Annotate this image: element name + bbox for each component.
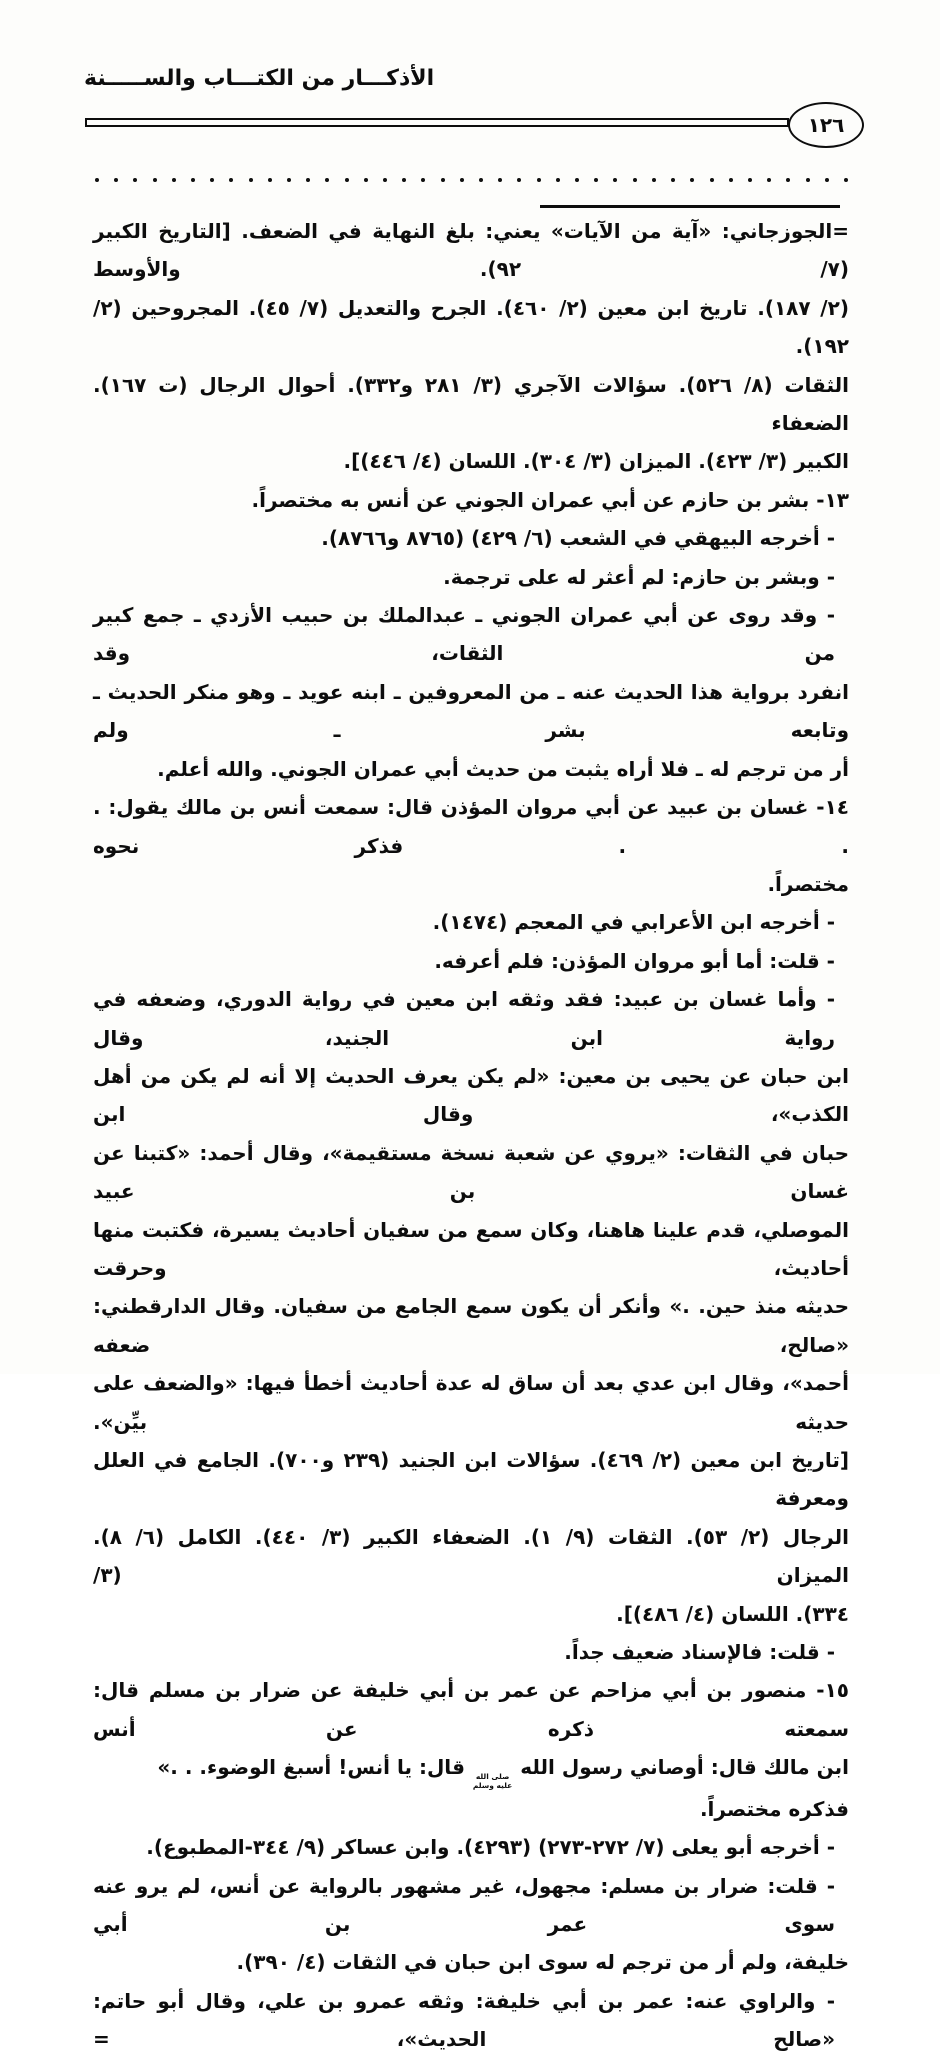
ellipsis-dot xyxy=(671,178,675,182)
ellipsis-dot xyxy=(729,178,733,182)
footnote-line: الموصلي، قدم علينا هاهنا، وكان سمع من سفيان أحاديث يسيرة، فكتبت منها أحاديث، وحرقت xyxy=(93,1217,849,1280)
ellipsis-dot xyxy=(690,178,694,182)
footnote-line: ٣٣٤). اللسان (٤/ ٤٨٦)]. xyxy=(616,1601,849,1626)
ellipsis-dot xyxy=(306,178,310,182)
ellipsis-dot xyxy=(421,178,425,182)
footnote-line: - أخرجه ابن الأعرابي في المعجم (١٤٧٤). xyxy=(432,910,835,935)
ellipsis-dot xyxy=(556,178,560,182)
ellipsis-dot xyxy=(652,178,656,182)
footnote-line: - أخرجه أبو يعلى (٧/ ٢٧٢-٢٧٣) (٤٢٩٣). وابن عساكر (٩/ ٣٤٤-المطبوع). xyxy=(146,1835,835,1860)
omitted-text-ellipsis xyxy=(95,174,848,186)
ellipsis-dot xyxy=(114,178,118,182)
footnote-line: أر من ترجم له ـ فلا أراه يثبت من حديث أبي عمران الجوني. والله أعلم. xyxy=(157,756,849,781)
ellipsis-dot xyxy=(479,178,483,182)
ellipsis-dot xyxy=(460,178,464,182)
ellipsis-dot xyxy=(287,178,291,182)
footnote-line: الكبير (٣/ ٤٢٣). الميزان (٣/ ٣٠٤). اللسان (٤/ ٤٤٦)]. xyxy=(343,449,849,474)
footnote-line: حديثه منذ حين. .» وأنكر أن يكون سمع الجامع من سفيان. وقال الدارقطني: «صالح، ضعفه xyxy=(93,1294,849,1357)
footnote-line: الرجال (٢/ ٥٣). الثقات (٩/ ١). الضعفاء الكبير (٣/ ٤٤٠). الكامل (٦/ ٨). الميزان (٣/ xyxy=(93,1524,849,1588)
footnote-line: مختصراً. xyxy=(767,871,849,896)
ellipsis-dot xyxy=(748,178,752,182)
ellipsis-dot xyxy=(402,178,406,182)
ellipsis-dot xyxy=(613,178,617,182)
ellipsis-dot xyxy=(172,178,176,182)
footnote-line: الثقات (٨/ ٥٢٦). سؤالات الآجري (٣/ ٢٨١ و٣٣٢). أحوال الرجال (ت ١٦٧). الضعفاء xyxy=(93,372,849,436)
footnote-line: [تاريخ ابن معين (٢/ ٤٦٩). سؤالات ابن الجنيد (٢٣٩ و٧٠٠). الجامع في العلل ومعرفة xyxy=(93,1448,849,1511)
ellipsis-dot xyxy=(383,178,387,182)
footnote-line: ابن حبان عن يحيى بن معين: «لم يكن يعرف الحديث إلا أنه لم يكن من أهل الكذب»، وقال ابن xyxy=(93,1063,849,1127)
ellipsis-dot xyxy=(844,178,848,182)
ellipsis-dot xyxy=(710,178,714,182)
footnote-line: =الجوزجاني: «آية من الآيات» يعني: بلغ النهاية في الضعف. [التاريخ الكبير (٧/ ٩٢). والأوسط xyxy=(93,219,849,282)
running-header-title: الأذكـــار من الكتـــاب والســـــنة xyxy=(84,66,435,91)
ellipsis-dot xyxy=(210,178,214,182)
footnote-line: - قلت: أما أبو مروان المؤذن: فلم أعرفه. xyxy=(434,948,835,973)
ellipsis-dot xyxy=(345,178,349,182)
footnote-line: - والراوي عنه: عمر بن أبي خليفة: وثقه عمرو بن علي، وقال أبو حاتم: «صالح الحديث»، = xyxy=(93,1988,835,2052)
footnote-line: انفرد برواية هذا الحديث عنه ـ من المعروفين ـ ابنه عويد ـ وهو منكر الحديث ـ وتابعه بشر ـ ولم xyxy=(93,679,849,743)
ellipsis-dot xyxy=(517,178,521,182)
ellipsis-dot xyxy=(767,178,771,182)
saw-honorific: صلى الله عليه وسلم xyxy=(472,1772,513,1790)
ellipsis-dot xyxy=(825,178,829,182)
footnote-separator xyxy=(540,205,840,208)
footnote-block xyxy=(93,212,849,2059)
ellipsis-dot xyxy=(249,178,253,182)
ellipsis-dot xyxy=(786,178,790,182)
ellipsis-dot xyxy=(537,178,541,182)
ellipsis-dot xyxy=(575,178,579,182)
footnote-line: ١٥- منصور بن أبي مزاحم عن عمر بن أبي خليفة عن ضرار بن مسلم قال: سمعته ذكره عن أنس xyxy=(93,1678,849,1741)
footnote-line: - أخرجه البيهقي في الشعب (٦/ ٤٢٩) (٨٧٦٥ و٨٧٦٦). xyxy=(321,526,835,551)
ellipsis-dot xyxy=(364,178,368,182)
footnote-line: (٢/ ١٨٧). تاريخ ابن معين (٢/ ٤٦٠). الجرح والتعديل (٧/ ٤٥). المجروحين (٢/ ١٩٢). xyxy=(93,295,849,359)
ellipsis-dot xyxy=(633,178,637,182)
footnote-line: - وأما غسان بن عبيد: فقد وثقه ابن معين في رواية الدوري، وضعفه في رواية ابن الجنيد، وقال xyxy=(93,987,835,1050)
footnote-line: خليفة، ولم أر من ترجم له سوى ابن حبان في الثقات (٤/ ٣٩٠). xyxy=(236,1950,849,1975)
ellipsis-dot xyxy=(191,178,195,182)
ellipsis-dot xyxy=(133,178,137,182)
footnote-line: حبان في الثقات: «يروي عن شعبة نسخة مستقيمة»، وقال أحمد: «كتبنا عن غسان بن عبيد xyxy=(93,1140,849,1204)
footnote-line: ابن مالك قال: أوصاني رسول الله صلى الله عليه وسلم قال: يا أنس! أسبغ الوضوء. . .» فذكره مختصراً. xyxy=(157,1755,849,1821)
ellipsis-dot xyxy=(95,178,99,182)
ellipsis-dot xyxy=(441,178,445,182)
ellipsis-dot xyxy=(594,178,598,182)
ellipsis-dot xyxy=(325,178,329,182)
footnote-line: ١٣- بشر بن حازم عن أبي عمران الجوني عن أنس به مختصراً. xyxy=(251,487,849,512)
page-number: ١٢٦ xyxy=(807,113,845,137)
footnote-line: - وبشر بن حازم: لم أعثر له على ترجمة. xyxy=(443,564,835,589)
page-number-oval xyxy=(788,102,864,148)
ellipsis-dot xyxy=(229,178,233,182)
ellipsis-dot xyxy=(153,178,157,182)
ellipsis-dot xyxy=(498,178,502,182)
footnote-line: ١٤- غسان بن عبيد عن أبي مروان المؤذن قال: سمعت أنس بن مالك يقول: . . . فذكر نحوه xyxy=(93,795,849,858)
footnote-line: أحمد»، وقال ابن عدي بعد أن ساق له عدة أحاديث أخطأ فيها: «والضعف على حديثه بيِّن». xyxy=(93,1371,849,1434)
ellipsis-dot xyxy=(806,178,810,182)
footnote-line: - قلت: فالإسناد ضعيف جداً. xyxy=(564,1640,835,1665)
footnote-line: - قلت: ضرار بن مسلم: مجهول، غير مشهور بالرواية عن أنس، لم يرو عنه سوى عمر بن أبي xyxy=(93,1873,835,1936)
ellipsis-dot xyxy=(268,178,272,182)
footnote-line: - وقد روى عن أبي عمران الجوني ـ عبدالملك بن حبيب الأزدي ـ جمع كبير من الثقات، وقد xyxy=(93,603,835,666)
header-rule xyxy=(85,118,789,127)
